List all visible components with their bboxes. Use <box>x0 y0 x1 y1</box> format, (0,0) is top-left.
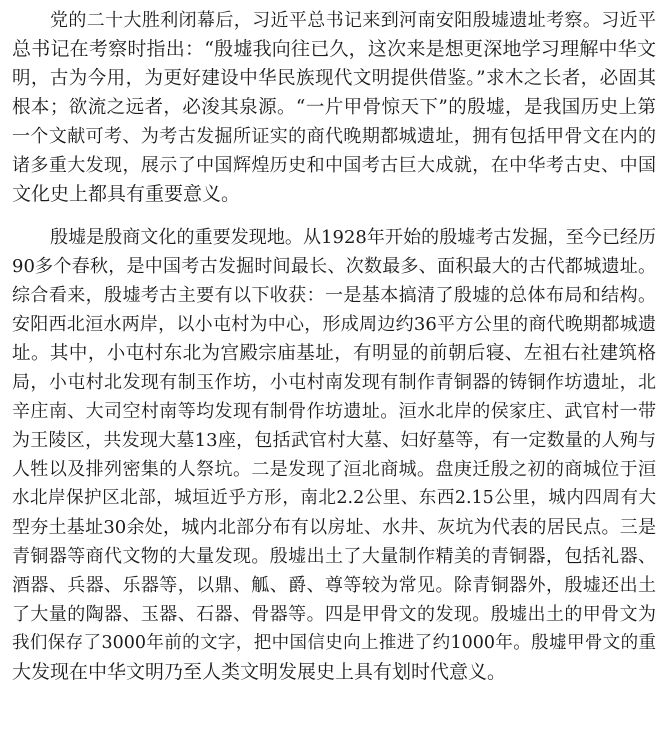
text-line: 文化史上都具有重要意义。 <box>12 183 241 205</box>
article-body <box>12 6 656 687</box>
text-line: 党的二十大胜利闭幕后，习近平总书记来到河南安阳殷墟遗址考察。习近平 <box>50 10 656 31</box>
text-line: 型夯土基址30余处，城内北部分布有以房址、水井、灰坑为代表的居民点。三是 <box>12 517 656 538</box>
text-line: 综合看来，殷墟考古主要有以下收获：一是基本搞清了殷墟的总体布局和结构。 <box>12 285 656 306</box>
text-line: 局，小屯村北发现有制玉作坊，小屯村南发现有制作青铜器的铸铜作坊遗址，北 <box>12 372 656 393</box>
text-line: 大发现在中华文明乃至人类文明发展史上具有划时代意义。 <box>12 661 507 683</box>
text-line: 辛庄南、大司空村南等均发现有制骨作坊遗址。洹水北岸的侯家庄、武官村一带 <box>12 401 656 422</box>
text-line: 诸多重大发现，展示了中国辉煌历史和中国考古巨大成就，在中华考古史、中国 <box>12 155 656 176</box>
text-line: 安阳西北洹水两岸，以小屯村为中心，形成周边约36平方公里的商代晚期都城遗 <box>12 314 656 335</box>
text-line: 一个文献可考、为考古发掘所证实的商代晚期都城遗址，拥有包括甲骨文在内的 <box>12 126 656 147</box>
text-line: 明，古为今用，为更好建设中华民族现代文明提供借鉴。”求木之长者，必固其 <box>12 68 656 89</box>
text-line: 我们保存了3000年前的文字，把中国信史向上推进了约1000年。殷墟甲骨文的重 <box>12 633 656 653</box>
text-line: 人牲以及排列密集的人祭坑。二是发现了洹北商城。盘庚迁殷之初的商城位于洹 <box>12 459 656 480</box>
text-line: 了大量的陶器、玉器、石器、骨器等。四是甲骨文的发现。殷墟出土的甲骨文为 <box>12 604 656 625</box>
text-line: 根本；欲流之远者，必浚其泉源。“一片甲骨惊天下”的殷墟，是我国历史上第 <box>12 97 656 118</box>
text-line: 总书记在考察时指出：“殷墟我向往已久，这次来是想更深地学习理解中华文 <box>12 38 656 60</box>
text-line: 90多个春秋，是中国考古发掘时间最长、次数最多、面积最大的古代都城遗址。 <box>12 256 656 277</box>
text-line: 址。其中，小屯村东北为宫殿宗庙基址，有明显的前朝后寝、左祖右社建筑格 <box>12 343 656 364</box>
text-line: 殷墟是殷商文化的重要发现地。从1928年开始的殷墟考古发掘，至今已经历 <box>50 227 656 248</box>
text-line: 水北岸保护区北部，城垣近乎方形，南北2.2公里、东西2.15公里，城内四周有大 <box>12 488 656 508</box>
paragraph-1 <box>12 6 656 209</box>
text-line: 酒器、兵器、乐器等，以鼎、觚、爵、尊等较为常见。除青铜器外，殷墟还出土 <box>12 575 656 596</box>
paragraph-2 <box>12 223 656 687</box>
text-line: 为王陵区，共发现大墓13座，包括武官村大墓、妇好墓等，有一定数量的人殉与 <box>12 430 656 451</box>
text-line: 青铜器等商代文物的大量发现。殷墟出土了大量制作精美的青铜器，包括礼器、 <box>12 546 656 567</box>
